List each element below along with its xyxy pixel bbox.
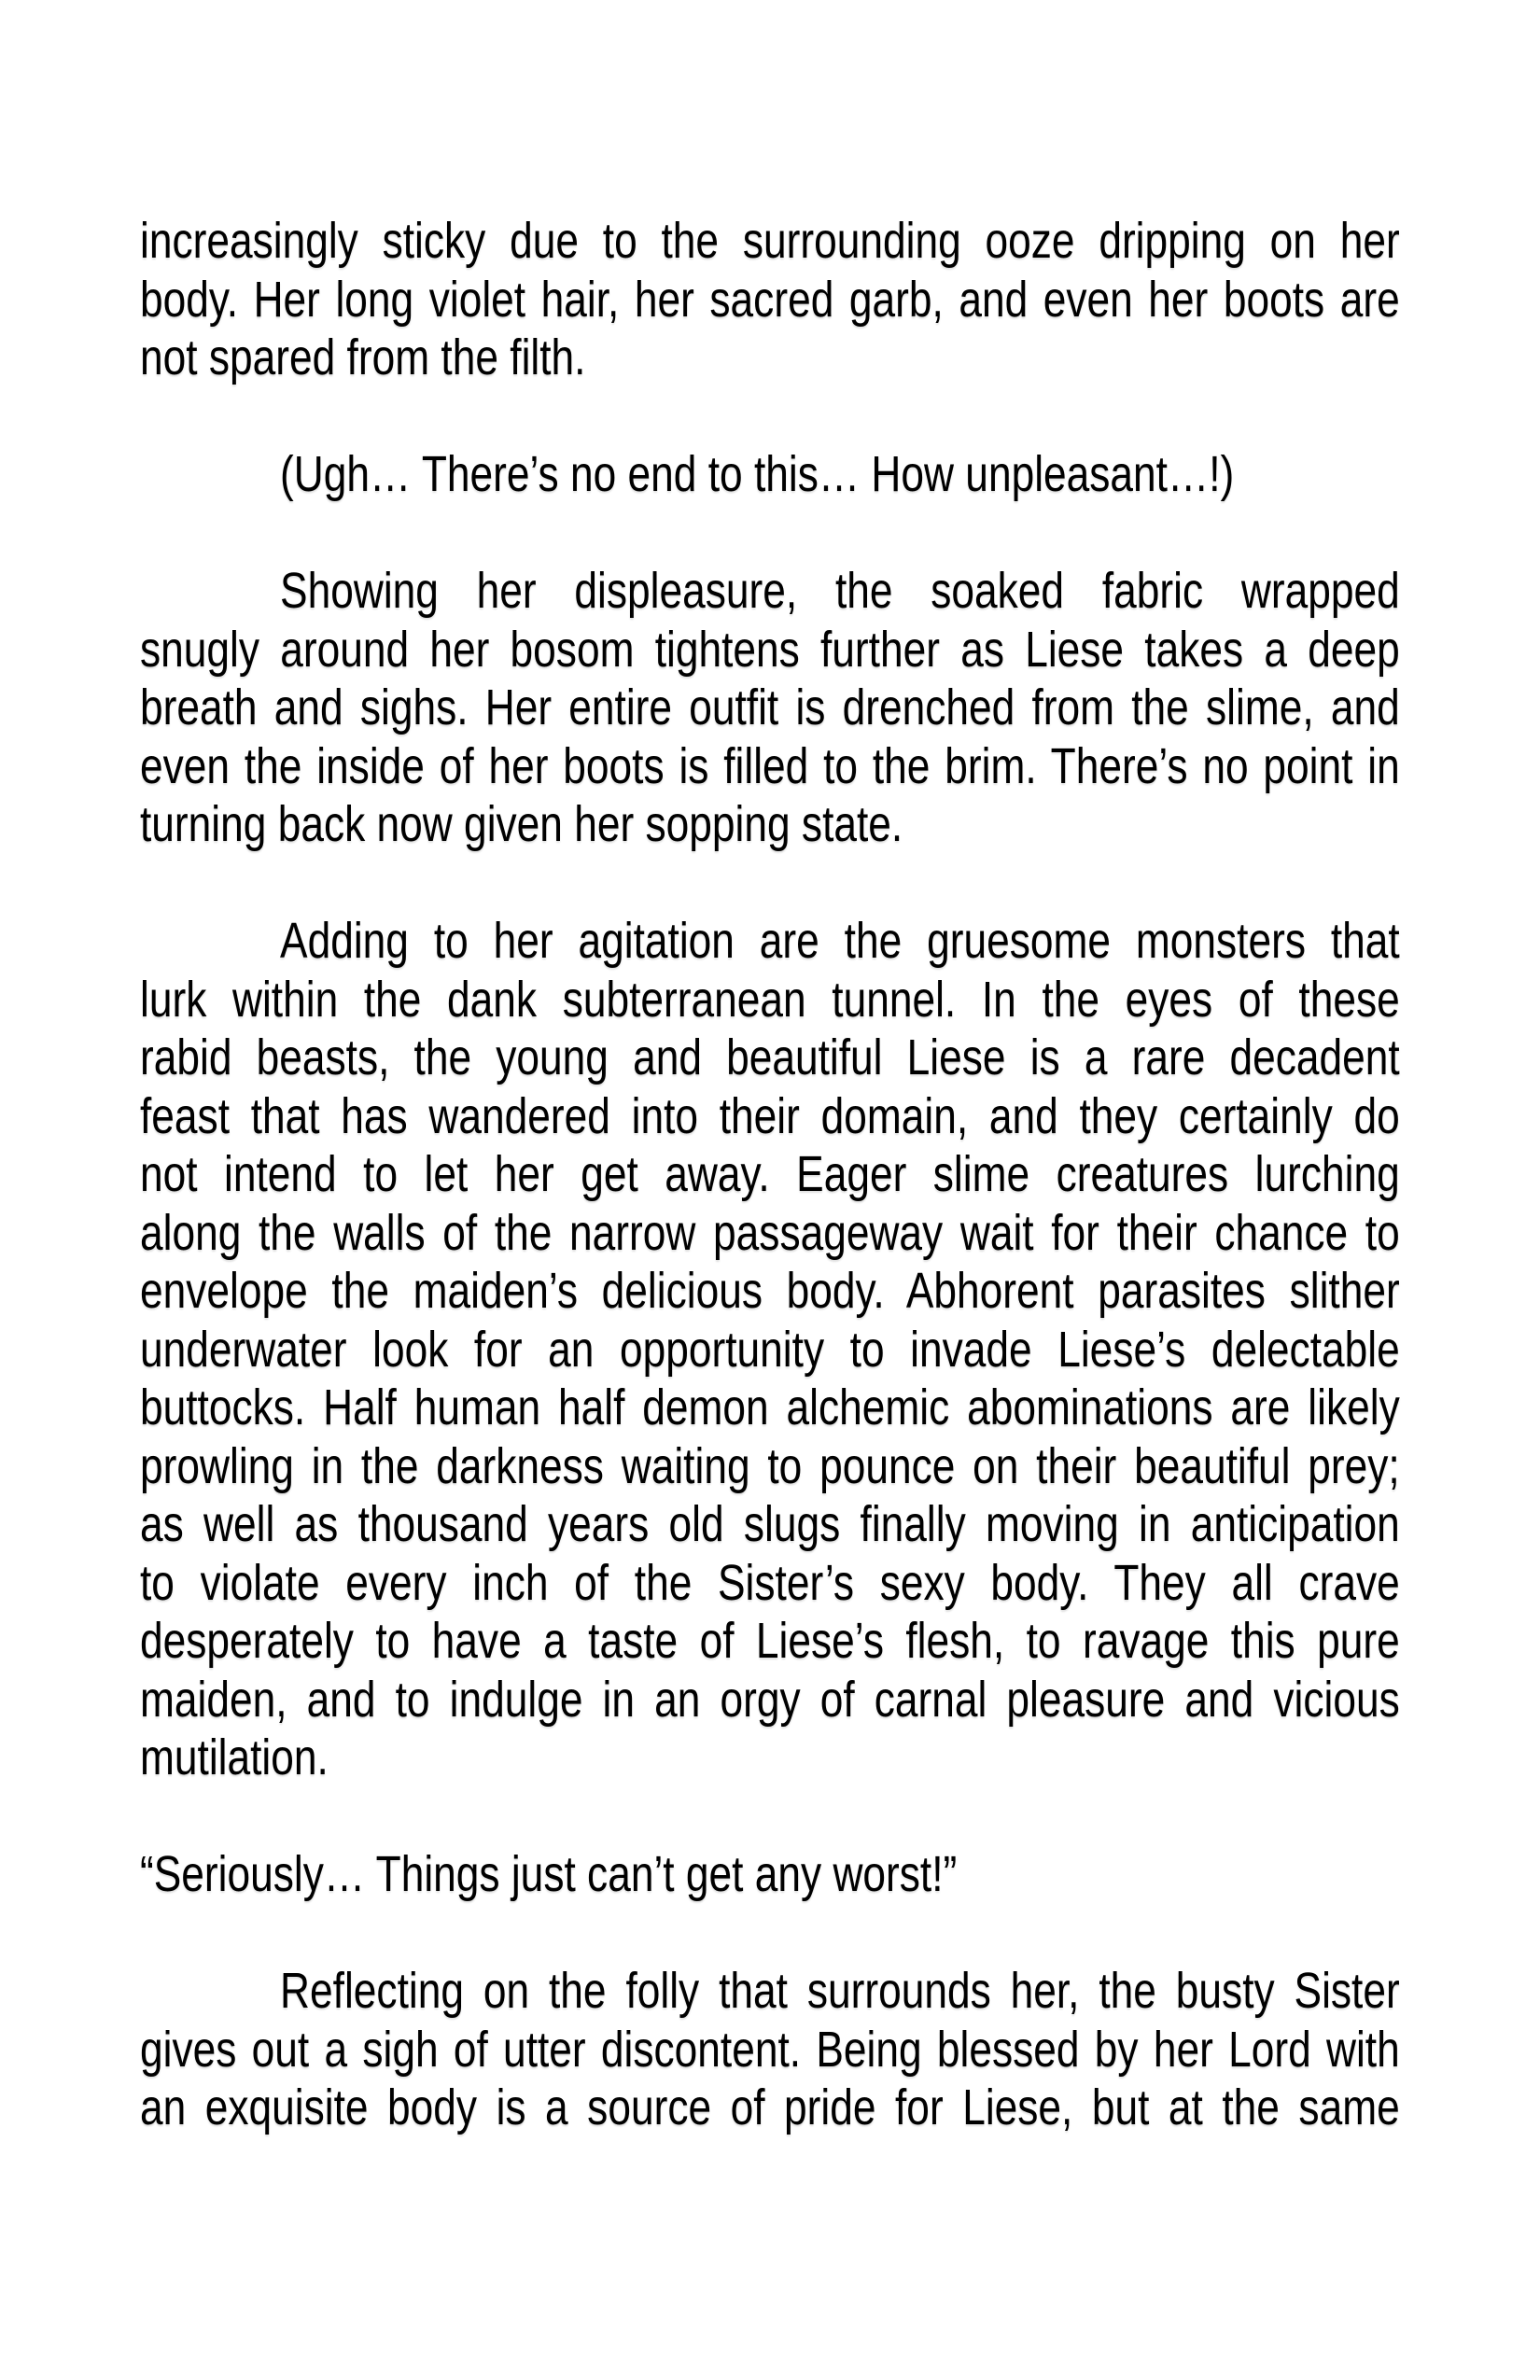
- text-line: not intend to let her get away. Eager slime creatures lurching: [140, 1146, 1400, 1202]
- text-line: breath and sighs. Her entire outfit is drenched from the slime, and: [140, 679, 1400, 735]
- text-line: as well as thousand years old slugs finally moving in anticipation: [140, 1496, 1400, 1552]
- text-line: to violate every inch of the Sister’s sexy body. They all crave: [140, 1554, 1400, 1611]
- text-line: body. Her long violet hair, her sacred garb, and even her boots are: [140, 271, 1400, 328]
- text-line: an exquisite body is a source of pride for Liese, but at the same: [140, 2079, 1400, 2135]
- text-block: [140, 212, 1400, 2195]
- text-line: turning back now given her sopping state.: [140, 796, 903, 852]
- text-line: buttocks. Half human half demon alchemic abominations are likely: [140, 1379, 1400, 1435]
- text-line: feast that has wandered into their domain, and they certainly do: [140, 1087, 1400, 1144]
- text-line: (Ugh… There’s no end to this… How unpleasant…!): [280, 446, 1235, 502]
- text-line: along the walls of the narrow passageway wait for their chance to: [140, 1204, 1400, 1261]
- text-line: Adding to her agitation are the gruesome monsters that: [280, 913, 1400, 969]
- text-line: rabid beasts, the young and beautiful Liese is a rare decadent: [140, 1029, 1400, 1085]
- text-line: increasingly sticky due to the surrounding ooze dripping on her: [140, 213, 1400, 269]
- text-line: “Seriously… Things just can’t get any worst!”: [140, 1846, 958, 1902]
- text-line: not spared from the filth.: [140, 329, 586, 385]
- text-line: desperately to have a taste of Liese’s flesh, to ravage this pure: [140, 1613, 1400, 1669]
- paragraph: [140, 562, 1400, 854]
- text-line: envelope the maiden’s delicious body. Abhorent parasites slither: [140, 1263, 1400, 1319]
- text-line: Reflecting on the folly that surrounds her, the busty Sister: [280, 1963, 1400, 2019]
- text-line: mutilation.: [140, 1729, 329, 1785]
- paragraph: [140, 1845, 1400, 1904]
- text-line: gives out a sigh of utter discontent. Being blessed by her Lord with: [140, 2021, 1400, 2078]
- text-line: snugly around her bosom tightens further as Liese takes a deep: [140, 621, 1400, 678]
- text-line: underwater look for an opportunity to invade Liese’s delectable: [140, 1321, 1400, 1378]
- paragraph: [140, 912, 1400, 1787]
- text-line: maiden, and to indulge in an orgy of carnal pleasure and vicious: [140, 1671, 1400, 1728]
- paragraph: [140, 1962, 1400, 2137]
- text-line: lurk within the dank subterranean tunnel. In the eyes of these: [140, 971, 1400, 1028]
- paragraph: [140, 212, 1400, 387]
- text-line: prowling in the darkness waiting to pounce on their beautiful prey;: [140, 1437, 1400, 1494]
- paragraph: [140, 445, 1400, 504]
- text-line: even the inside of her boots is filled to the brim. There’s no point in: [140, 737, 1400, 794]
- text-line: Showing her displeasure, the soaked fabric wrapped: [280, 563, 1400, 619]
